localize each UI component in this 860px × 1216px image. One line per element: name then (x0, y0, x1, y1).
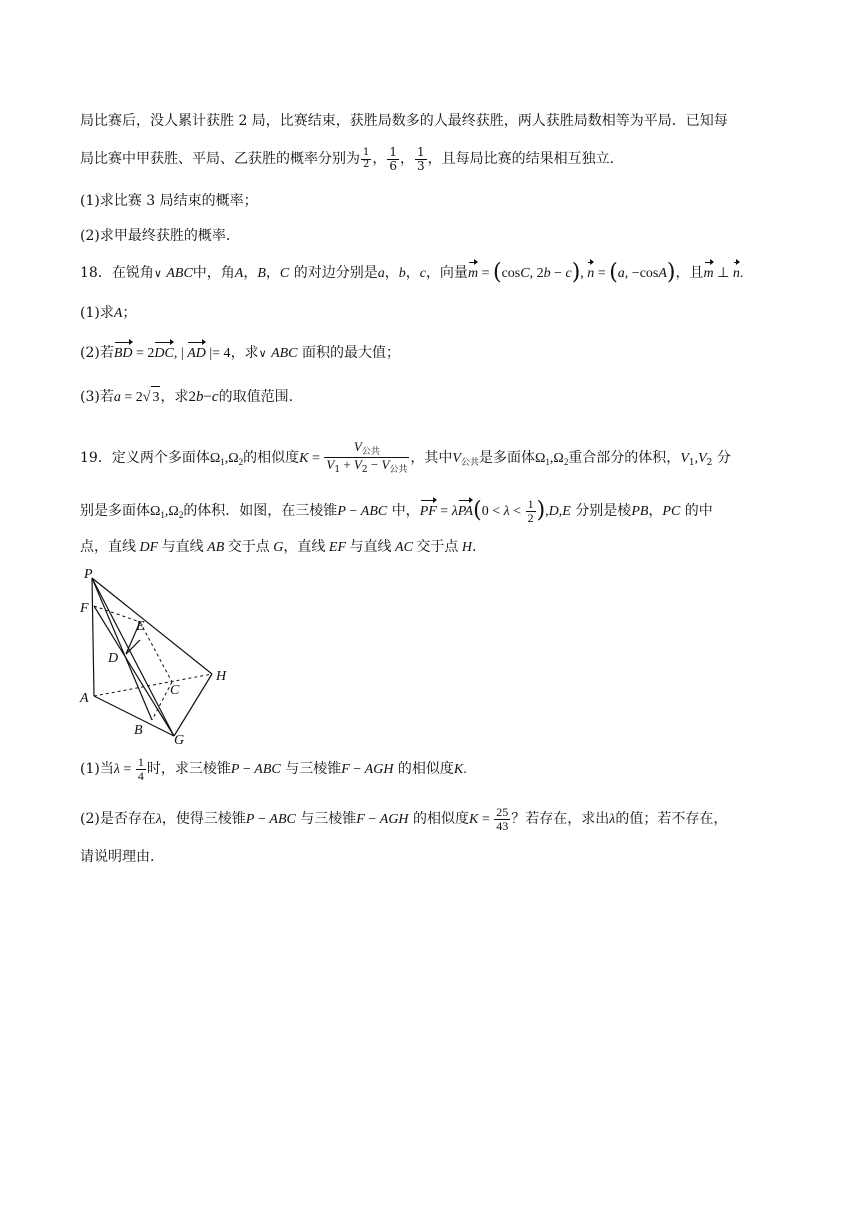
question-item: (2)若BD = 2DC, | AD |= 4，求∨ ABC 面积的最大值； (80, 342, 400, 365)
edge-FE-hidden (94, 606, 140, 622)
edge-GH (174, 674, 212, 736)
label-F: F (80, 601, 89, 616)
edge-PA (92, 578, 94, 696)
fraction: $\frac{1}{4}$ (137, 755, 144, 783)
label-D: D (108, 651, 119, 666)
label-H: H (216, 669, 227, 684)
label-G: G (174, 733, 185, 746)
fraction: $\frac{1}{6}$ (389, 145, 398, 173)
question-item: (3)若a = 2√ 3，求2b−c的取值范围. (80, 386, 293, 409)
fraction: $\frac{1}{2}$ (527, 497, 534, 525)
edge-PG (92, 578, 174, 736)
label-P: P (84, 567, 93, 582)
similarity-fraction: $\frac{V_{公共}}{V_1 + V_2 - V_{公共}}$ (326, 439, 408, 476)
text-line: 局比赛后，没人累计获胜 2 局，比赛结束，获胜局数多的人最终获胜，两人获胜局数相等为平局．已知每 (80, 113, 728, 129)
label-A: A (80, 691, 89, 706)
text-line: 点，直线 DF 与直线 AB 交于点 G，直线 EF 与直线 AC 交于点 H. (80, 539, 477, 555)
question-item: (1)求比赛 3 局结束的概率； (80, 193, 258, 209)
text-line: 别是多面体$\Omega_1,\Omega_2$的体积．如图，在三棱锥P − ABC 中，PF = λPA(0 < λ < $\frac{1}{2}$ ),D,E 分别是棱PB，PC 的中 (80, 497, 713, 525)
text-line: 请说明理由. (80, 849, 155, 865)
label-B: B (134, 723, 143, 738)
tetrahedron-figure (74, 566, 244, 746)
edge-AH-hidden (94, 674, 212, 696)
question-item: (1)求A； (80, 305, 137, 321)
question-item: (2)是否存在λ，使得三棱锥P − ABC 与三棱锥F − AGH 的相似度K = $\frac{25}{43}$ ？若存在，求出λ的值；若不存在， (80, 805, 728, 833)
question-item: (2)求甲最终获胜的概率. (80, 228, 231, 244)
edge-CB-hidden (152, 682, 172, 720)
problem-18: 18．在锐角∨ ABC中，角A，B，C 的对边分别是a，b，c，向量m = (cosC, 2b − c), n = (a, −cosA)，且m ⊥ n. (80, 260, 744, 285)
fraction: $\frac{1}{3}$ (417, 145, 425, 173)
text-line: 局比赛中甲获胜、平局、乙获胜的概率分别为 $\frac{1}{2}$ ， $\frac{1}{6}$ ， $\frac{1}{3}$ ，且每局比赛的结果相互独立. (80, 145, 615, 173)
question-item: (1)当λ = $\frac{1}{4}$ 时，求三棱锥P − ABC 与三棱锥F − AGH 的相似度K. (80, 755, 467, 783)
fraction: $\frac{25}{43}$ (496, 805, 509, 833)
problem-19: 19．定义两个多面体$\Omega_1,\Omega_2$的相似度K = $\frac{V_{公共}}{V_1 + V_2 - V_{公共}}$ ，其中$V_{公共}$是多面体$\Omega_1,\Omega_2$重合部分的体积，$V_1,V_2$ 分 (80, 439, 731, 476)
edge-PB (92, 578, 152, 720)
label-C: C (170, 683, 180, 698)
label-E: E (136, 619, 145, 634)
fraction: $\frac{1}{2}$ (363, 147, 370, 170)
edge-EC-hidden (140, 622, 172, 682)
